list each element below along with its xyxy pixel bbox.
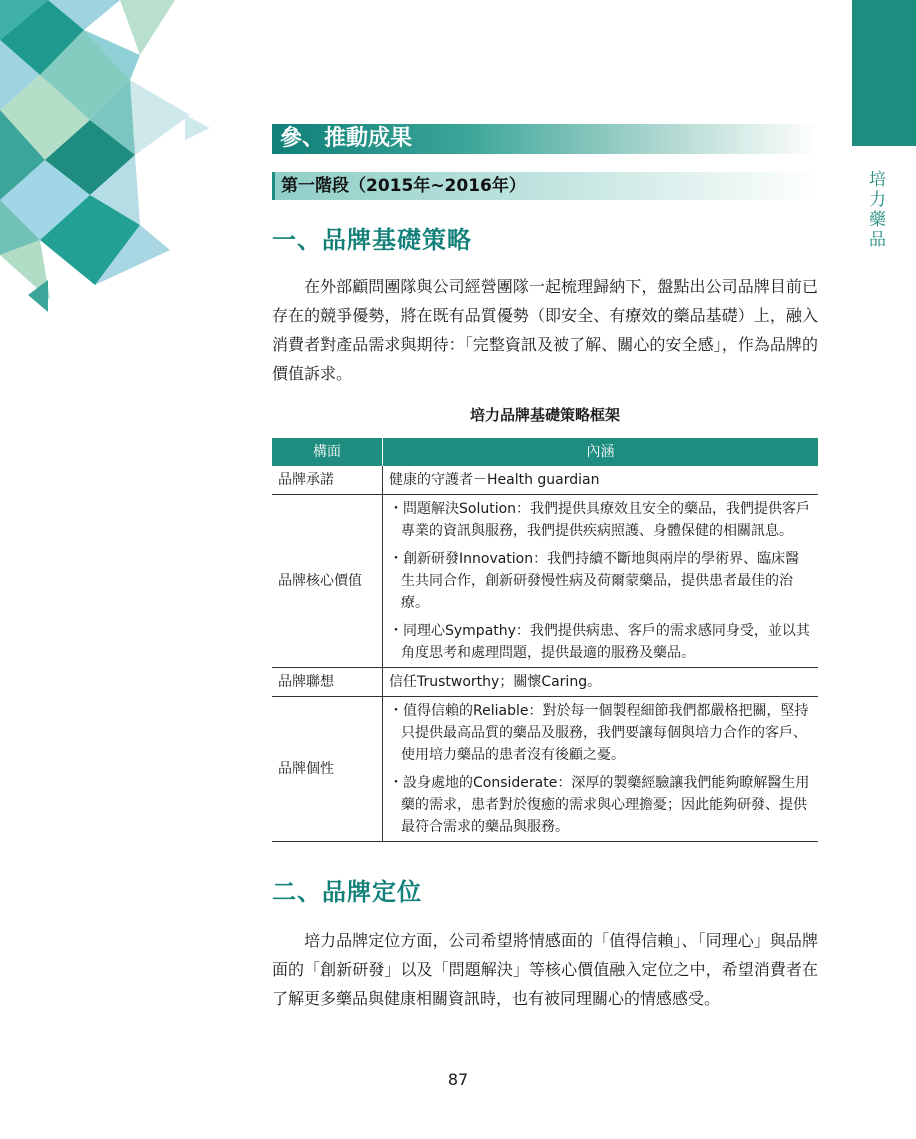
- table-row: [272, 495, 818, 668]
- table-caption: 培力品牌基礎策略框架: [469, 406, 620, 424]
- paragraph-brand-positioning: 培力品牌定位方面，公司希望將情感面的「值得信賴」、「同理心」與品牌面的「創新研發」以及「問題解決」等核心價值融入定位之中，希望消費者在了解更多藥品與健康相關資訊時，也有被同理關心的情感感受。: [272, 931, 818, 1008]
- content-cell: [383, 466, 819, 495]
- side-label: 培力藥品: [865, 170, 885, 250]
- header-content: 內涵: [383, 438, 819, 466]
- page-number: 87: [447, 1070, 469, 1089]
- header-facet: 構面: [272, 438, 383, 466]
- heading-brand-strategy: 一、品牌基礎策略: [272, 226, 472, 254]
- decorative-triangles: [0, 0, 220, 320]
- heading-brand-positioning: 二、品牌定位: [272, 878, 422, 906]
- section-banner: 參、推動成果: [272, 124, 818, 154]
- facet-cell: 品牌核心價值: [272, 495, 383, 668]
- content-bullet: ・設身處地的Considerate：深厚的製藥經驗讓我們能夠瞭解醫生用藥的需求，患者對於復癒的需求與心理擔憂；因此能夠研發、提供最符合需求的藥品與服務。: [389, 775, 810, 835]
- content-cell: [383, 668, 819, 697]
- phase-banner: 第一階段（2015年~2016年）: [272, 172, 818, 200]
- content-bullet: ・值得信賴的Reliable：對於每一個製程細節我們都嚴格把關，堅持只提供最高品質的藥品及服務，我們要讓每個與培力合作的客戶、使用培力藥品的患者沒有後顧之憂。: [389, 703, 809, 763]
- facet-cell: 品牌個性: [272, 697, 383, 842]
- paragraph-brand-strategy: 在外部顧問團隊與公司經營團隊一起梳理歸納下，盤點出公司品牌目前已存在的競爭優勢，將在既有品質優勢（即安全、有療效的藥品基礎）上，融入消費者對產品需求與期待：「完整資訊及被了解、關心的安全感」，作為品牌的價值訴求。: [272, 277, 818, 383]
- content-bullet: ・同理心Sympathy：我們提供病患、客戶的需求感同身受，並以其角度思考和處理問題，提供最適的服務及藥品。: [389, 623, 810, 661]
- strategy-table: [272, 438, 818, 842]
- content-cell: [383, 697, 819, 842]
- content-bullet: ・創新研發Innovation：我們持續不斷地與兩岸的學術界、臨床醫生共同合作，創新研發慢性病及荷爾蒙藥品，提供患者最佳的治療。: [389, 551, 800, 611]
- facet-cell: 品牌承諾: [272, 466, 383, 495]
- content-bullet: ・問題解決Solution：我們提供具療效且安全的藥品，我們提供客戶專業的資訊與服務，我們提供疾病照護、身體保健的相關訊息。: [389, 501, 811, 539]
- table-header-row: [272, 438, 818, 466]
- table-row: [272, 668, 818, 697]
- side-tab: [852, 0, 916, 146]
- table-row: [272, 697, 818, 842]
- content-line: 信任Trustworthy；關懷Caring。: [389, 674, 602, 690]
- content-line: 健康的守護者－Health guardian: [389, 472, 600, 488]
- facet-cell: 品牌聯想: [272, 668, 383, 697]
- content-cell: [383, 495, 819, 668]
- table-row: [272, 466, 818, 495]
